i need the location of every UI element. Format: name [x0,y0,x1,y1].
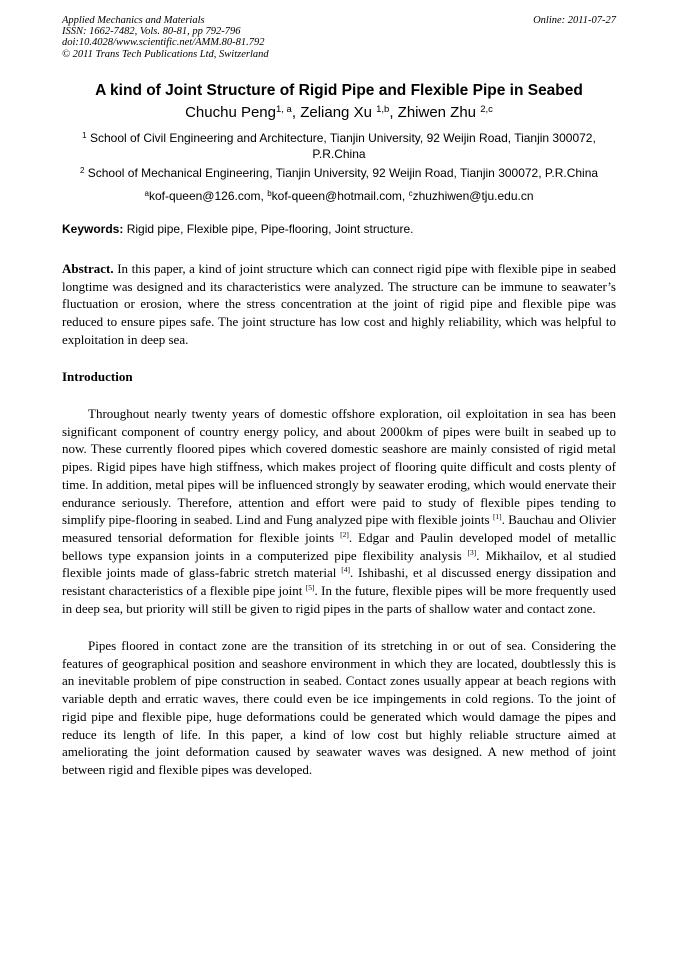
affiliation-num: 1 [82,131,87,140]
author-name: Chuchu Peng [185,104,276,121]
affiliation-text: School of Civil Engineering and Architecture, Tianjin University, 92 Weijin Road, Tianjin 300072, P.R.China [89,131,596,161]
author-name: Zhiwen Zhu [397,104,477,121]
affiliation-1 [62,131,616,162]
keywords-text: Rigid pipe, Flexible pipe, Pipe-flooring, Joint structure. [126,222,414,236]
email-link[interactable]: kof-queen@126.com [148,189,261,203]
text-run: . Mikhailov, et al studied flexible joints made of glass-fabric stretch material [62,547,617,581]
abstract [62,260,616,349]
intro-paragraph-2: Pipes floored in contact zone are the transition of its stretching in or out of sea. Considering the features of geographical position and seashore environment in which they are located, doubtlessly this is an inevitable problem of pipe construction in seabed. Contact zones usually appear at beach regions with variable depth and erratic waves, there could even be ice impingements in cold regions. To the joint of rigid pipe and flexible pipe, huge deformations could be generated which would damage the pipes and reduce its length of life. In this paper, a kind of low cost but highly reliable structure aimed at ameliorating the joint deformation caused by seawater waves was designed. A new method of joint between rigid and flexible pipes was developed. [62,638,616,777]
citation-ref[interactable]: [1] [492,512,502,522]
issn-line: ISSN: 1662-7482, Vols. 80-81, pp 792-796 [62,26,241,38]
email-link[interactable]: kof-queen@hotmail.com [271,189,402,203]
paper-title: A kind of Joint Structure of Rigid Pipe and Flexible Pipe in Seabed [95,82,583,99]
citation-ref[interactable]: [2] [340,529,349,539]
email-link[interactable]: zhuzhiwen@tju.edu.cn [412,189,534,203]
journal-header [62,15,269,60]
text-run: . Ishibashi, et al discussed energy dissipation and resistant characteristics of a flexible pipe joint [62,565,616,599]
affiliation-text: School of Mechanical Engineering, Tianjin University, 92 Weijin Road, Tianjin 300072, P.R.China [87,166,599,180]
abstract-label: Abstract. [62,261,114,276]
citation-ref[interactable]: [3] [467,547,477,557]
doi-line: doi:10.4028/www.scientific.net/AMM.80-81.792 [62,37,265,49]
author-name: Zeliang Xu [300,104,372,121]
email-sup: a [144,189,149,198]
copyright-line: © 2011 Trans Tech Publications Ltd, Switzerland [62,48,269,60]
citation-ref[interactable]: [4] [341,565,350,575]
email-list: $^a$kof-queen@126.com, $^b$kof-queen@hotmail.com, $^c$zhuzhiwen@tju.edu.cn [144,189,534,203]
affiliation-2 [62,166,616,182]
author-list: Chuchu Peng$^{1, a}$, Zeliang Xu $^{1,b}$, Zhiwen Zhu $^{2,c}$ [185,104,493,121]
intro-paragraph-1 [62,405,616,617]
section-heading-introduction: Introduction [62,369,133,384]
email-sup: c [408,189,413,198]
text-run: . Edgar and Paulin developed model of metallic bellows type expansion joints in a computerized pipe flexibility analysis [62,529,616,563]
keywords-label: Keywords: [62,222,124,236]
abstract-text: In this paper, a kind of joint structure which can connect rigid pipe with flexible pipe in seabed longtime was designed and its characteristics were analyzed. The structure can be immune to seawater’s fluctuation or erosion, where the stress concentration at the joint of rigid pipe and flexible pipe was reduced to ensure pipes safe. The joint structure has low cost and highly reliability, which was helpful to exploitation in deep sea. [62,261,616,347]
author-sup: 1, a [276,104,292,115]
author-sup: 1,b [376,104,390,115]
journal-name: Applied Mechanics and Materials [62,15,205,26]
text-run: . In the future, flexible pipes will be more frequently used in deep sea, but priority will still be given to rigid pipes in the parts of shallow water and contact zone. [62,583,617,616]
citation-ref[interactable]: [5] [305,583,315,593]
text-run: . Bauchau and Olivier measured tensorial deformation for flexible joints [62,512,616,545]
text-run: Throughout nearly twenty years of domestic offshore exploration, oil exploitation in sea has been significant component of country energy policy, and about 2000km of pipes were built in seabed up to now. These currently floored pipes which covered domestic seashore are mainly consisted of rigid metal pipes. Rigid pipes have high stiffness, which makes project of flooring quite difficult and costs plenty of time. In addition, metal pipes will be influenced strongly by seawater eroding, which would enervate their endurance seriously. Therefore, attention and effort were paid to study of flexible pipes tending to simplify pipe-flooring in seabed. Lind and Fung analyzed pipe with flexible joints [62,406,616,528]
affiliation-num: 2 [79,166,85,175]
keywords [62,222,616,236]
email-sup: b [267,189,272,198]
online-date: Online: 2011-07-27 [533,15,616,26]
author-sup: 2,c [480,104,493,115]
